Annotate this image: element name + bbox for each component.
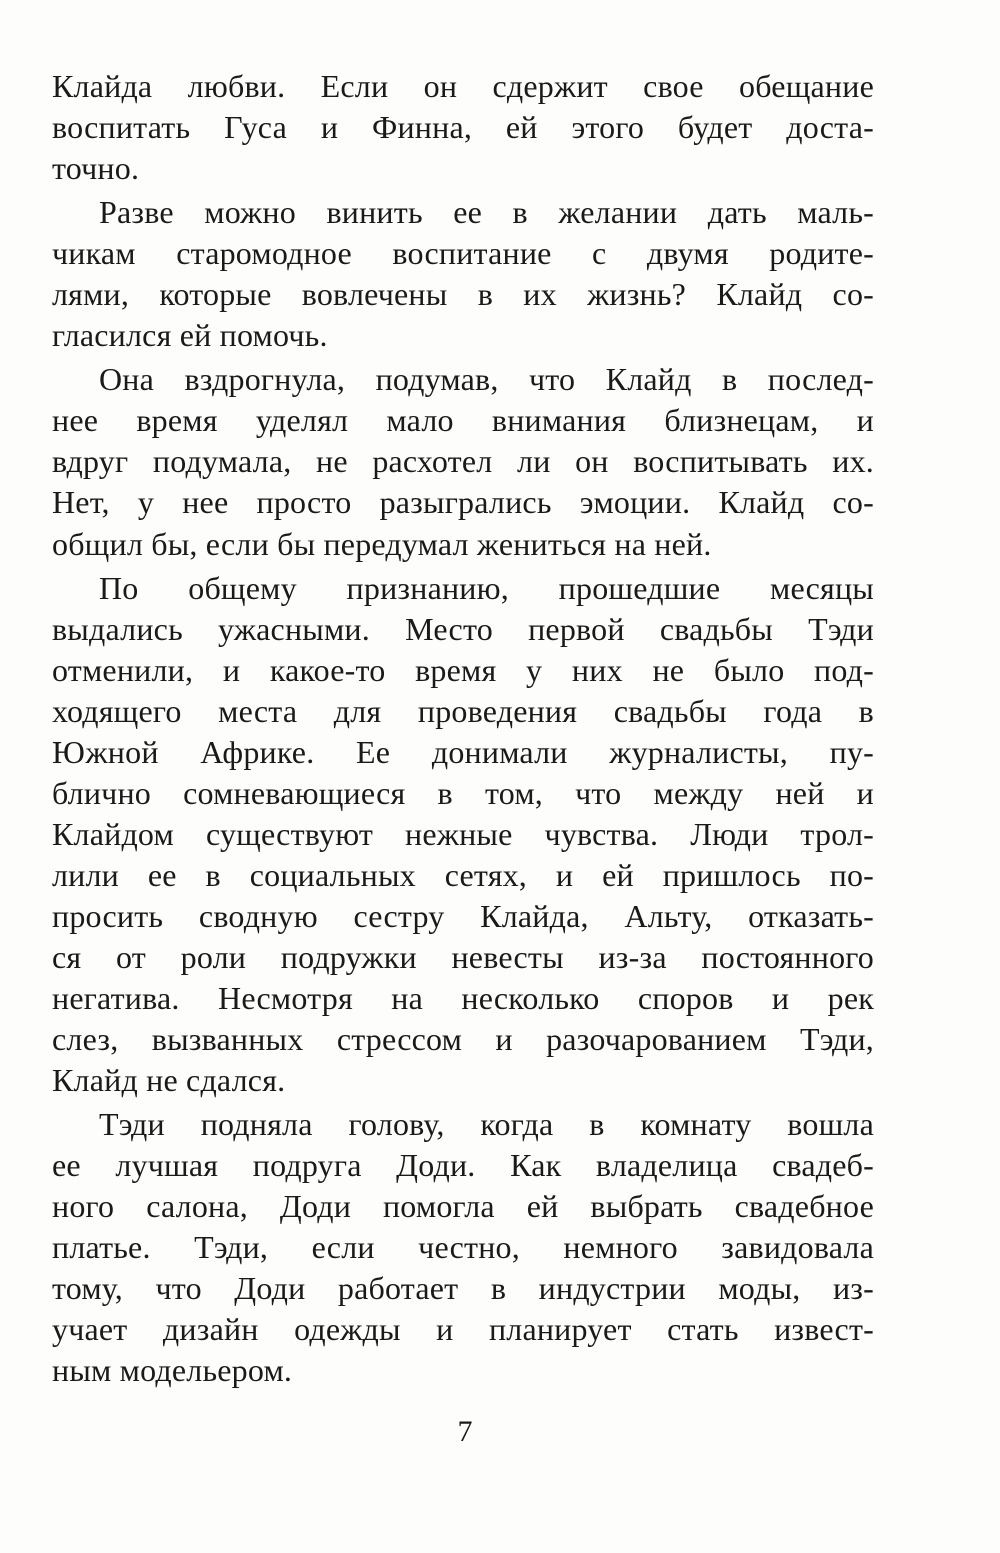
text-line: слез, вызванных стрессом и разочарованием Тэди, <box>52 1021 874 1058</box>
text-line: просить сводную сестру Клайда, Альту, отказать- <box>52 897 874 934</box>
text-line: Нет, у нее просто разыгрались эмоции. Клайд со- <box>52 484 874 521</box>
text-line: выдались ужасными. Место первой свадьбы Тэди <box>52 610 874 647</box>
text-line: чикам старомодное воспитание с двумя родите- <box>52 235 874 272</box>
text-line: тому, что Доди работает в индустрии моды, из- <box>52 1270 874 1307</box>
text-line: общил бы, если бы передумал жениться на ней. <box>52 525 712 562</box>
text-line: блично сомневающиеся в том, что между ней и <box>52 774 874 811</box>
text-line: лями, которые вовлечены в их жизнь? Клайд со- <box>52 276 874 313</box>
text-line: Тэди подняла голову, когда в комнату вошла <box>99 1106 874 1143</box>
text-line: Южной Африке. Ее донимали журналисты, пу- <box>52 733 874 770</box>
text-line: Разве можно винить ее в желании дать маль- <box>99 194 874 231</box>
text-line: лили ее в социальных сетях, и ей пришлось по- <box>52 856 874 893</box>
text-line: воспитать Гуса и Финна, ей этого будет доста- <box>52 109 874 146</box>
text-line: вдруг подумала, не расхотел ли он воспитывать их. <box>52 443 874 480</box>
text-line: точно. <box>52 150 140 187</box>
text-line: отменили, и какое-то время у них не было под- <box>52 651 874 688</box>
text-line: По общему признанию, прошедшие месяцы <box>99 569 874 606</box>
body-text <box>52 66 874 1392</box>
text-line: Клайдом существуют нежные чувства. Люди трол- <box>52 815 874 852</box>
text-line: Клайд не сдался. <box>52 1062 286 1099</box>
text-line: Клайда любви. Если он сдержит свое обещание <box>52 68 874 104</box>
text-line: ного салона, Доди помогла ей выбрать свадебное <box>52 1188 874 1225</box>
text-line: нее время уделял мало внимания близнецам, и <box>52 402 874 439</box>
text-line: Она вздрогнула, подумав, что Клайд в послед- <box>99 361 874 398</box>
page-number: 7 <box>457 1415 473 1448</box>
text-line: учает дизайн одежды и планирует стать извест- <box>52 1311 874 1348</box>
text-line: гласился ей помочь. <box>52 317 328 354</box>
text-line: ее лучшая подруга Доди. Как владелица свадеб- <box>52 1147 874 1184</box>
text-line: ходящего места для проведения свадьбы года в <box>52 692 874 729</box>
text-line: ным модельером. <box>52 1352 293 1389</box>
text-line: ся от роли подружки невесты из-за постоянного <box>52 938 874 975</box>
text-line: платье. Тэди, если честно, немного завидовала <box>52 1229 874 1266</box>
text-line: негатива. Несмотря на несколько споров и рек <box>52 980 874 1017</box>
